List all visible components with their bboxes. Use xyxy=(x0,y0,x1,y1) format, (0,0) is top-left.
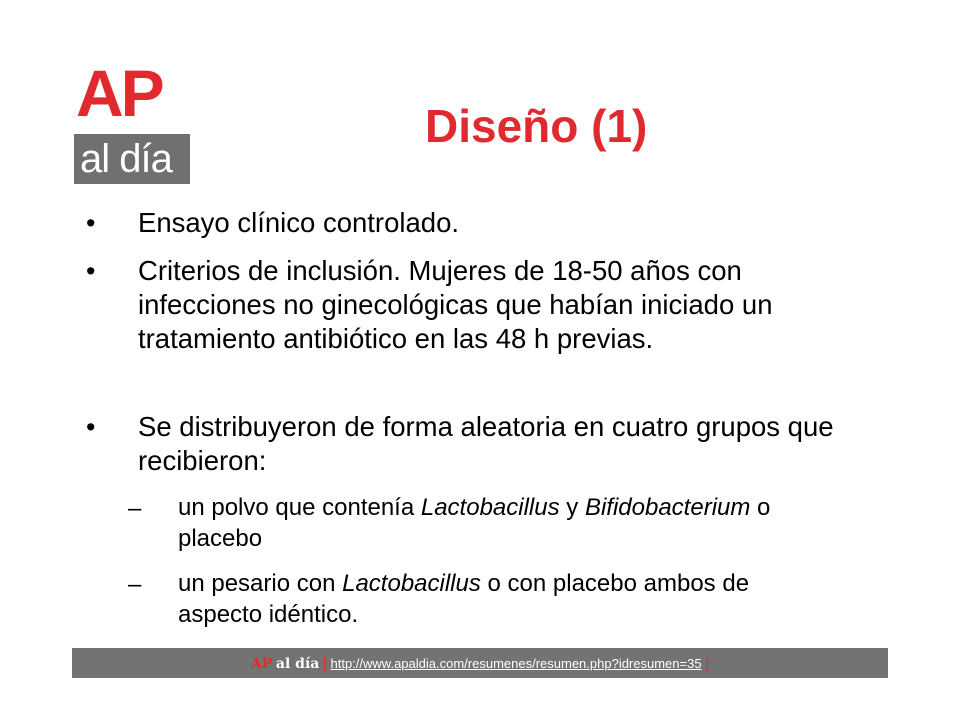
bullet-marker: • xyxy=(86,256,96,286)
bullet-text: Criterios de inclusión. Mujeres de 18-50 años con infecciones no ginecológicas que habían iniciado un tratamiento antibiótico en las 48 h previas. xyxy=(138,255,773,354)
footer-open-bracket: [ xyxy=(322,655,327,671)
sub-item-text: un polvo que contenía Lactobacillus y Bifidobacterium o placebo xyxy=(178,494,771,552)
bullet-text: Se distribuyeron de forma aleatoria en cuatro grupos que recibieron: xyxy=(138,411,834,476)
footer-bar xyxy=(72,648,888,678)
logo-aldia-text: al día xyxy=(80,137,172,181)
logo-ap-text: AP xyxy=(76,56,162,130)
footer-url-link[interactable]: http://www.apaldia.com/resumenes/resumen.php?idresumen=35 xyxy=(330,656,702,671)
bullet-marker: • xyxy=(86,208,96,238)
dash-marker: – xyxy=(128,571,142,598)
footer-close-bracket: ] xyxy=(705,655,710,671)
footer-ap: AP xyxy=(250,656,273,672)
sub-item-text: un pesario con Lactobacillus o con placebo ambos de aspecto idéntico. xyxy=(178,570,750,628)
bullet-marker: • xyxy=(86,412,96,442)
dash-marker: – xyxy=(128,495,142,522)
logo-aldia-box xyxy=(74,134,190,184)
slide-title: Diseño (1) xyxy=(425,100,648,152)
footer-aldia: al día xyxy=(275,656,320,672)
apaldia-logo xyxy=(74,56,190,184)
bullet-text: Ensayo clínico controlado. xyxy=(138,207,460,238)
